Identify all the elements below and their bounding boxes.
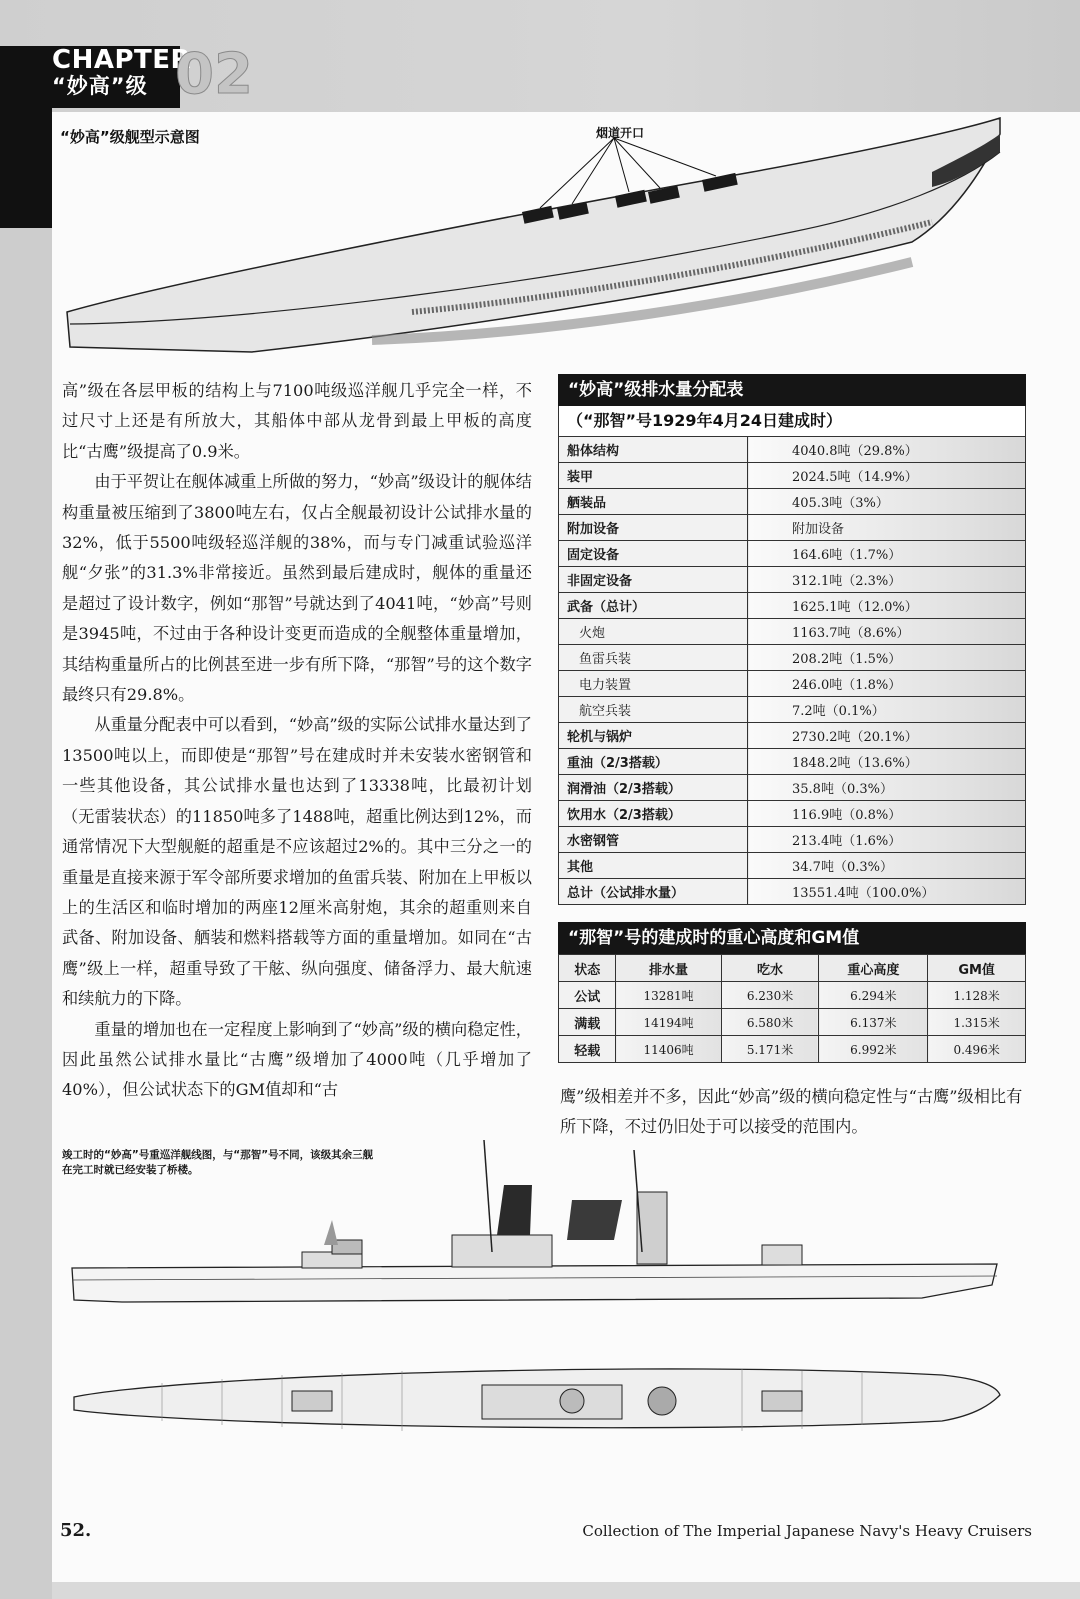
displacement-table-subtitle: （“那智”号1929年4月24日建成时） [558,406,1026,436]
row-value: 13551.4吨（100.0%） [748,879,1026,905]
row-item: 其他 [559,853,748,879]
row-item: 总计（公试排水量） [559,879,748,905]
table-row [559,723,1026,749]
table-row [559,1009,1026,1036]
table-row [559,671,1026,697]
chapter-heading [52,46,191,98]
ship-drawing-caption: 竣工时的“妙高”号重巡洋舰线图，与“那智”号不同，该级其余三舰在完工时就已经安装了桥楼。 [62,1149,374,1176]
table-cell: 6.230米 [721,982,819,1009]
left-margin-shade [0,228,52,1599]
row-header: 公试 [559,982,616,1009]
body-paragraph: 重量的增加也在一定程度上影响到了“妙高”级的横向稳定性，因此虽然公试排水量比“古鹰”级增加了4000吨（几乎增加了40%），但公试状态下的GM值却和“古 [62,1019,532,1100]
table-cell: 14194吨 [616,1009,721,1036]
displacement-table-grid [558,436,1026,905]
row-value: 2024.5吨（14.9%） [748,463,1026,489]
table-row [559,619,1026,645]
gm-table [558,922,1026,1063]
row-item: 重油（2/3搭载） [559,749,748,775]
table-cell: 6.992米 [819,1036,928,1063]
row-item: 非固定设备 [559,567,748,593]
row-value: 246.0吨（1.8%） [748,671,1026,697]
row-item: 舾装品 [559,489,748,515]
table-cell: 1.315米 [928,1009,1026,1036]
table-row [559,593,1026,619]
table-row [559,1036,1026,1063]
row-value: 1163.7吨（8.6%） [748,619,1026,645]
row-item: 附加设备 [559,515,748,541]
row-value: 1625.1吨（12.0%） [748,593,1026,619]
column-header: 吃水 [721,955,819,982]
chapter-tab [0,46,52,228]
row-item: 火炮 [559,619,748,645]
table-row [559,801,1026,827]
table-cell: 0.496米 [928,1036,1026,1063]
series-title: Collection of The Imperial Japanese Navy's Heavy Cruisers [582,1522,1032,1540]
row-item: 船体结构 [559,437,748,463]
column-header: 状态 [559,955,616,982]
row-item: 航空兵装 [559,697,748,723]
table-row [559,515,1026,541]
ship-profile-drawing [62,1140,1012,1340]
column-header: 排水量 [616,955,721,982]
table-row [559,489,1026,515]
row-value: 208.2吨（1.5%） [748,645,1026,671]
displacement-table [558,374,1026,905]
chapter-class-name: “妙高”级 [52,74,148,98]
table-row [559,463,1026,489]
displacement-table-title: “妙高”级排水量分配表 [558,374,1026,406]
row-value: 1848.2吨（13.6%） [748,749,1026,775]
gm-table-title: “那智”号的建成时的重心高度和GM值 [558,922,1026,954]
body-paragraph: 从重量分配表中可以看到，“妙高”级的实际公试排水量达到了13500吨以上，而即使是“那智”号在建成时并未安装水密钢管和一些其他设备，其公试排水量也达到了13338吨，比最初计划（无雷装状态）的11850吨多了1488吨，超重比例达到12%，而通常情况下大型舰艇的超重是不应该超过2%的。其中三分之一的重量是直接来源于军令部所要求增加的鱼雷兵装、附加在上甲板以上的生活区和临时增加的两座12厘米高射炮，其余的超重则来自武备、附加设备、舾装和燃料搭载等方面的重量增加。如同在“古鹰”级上一样，超重导致了干舷、纵向强度、储备浮力、最大航速和续航力的下降。 [62,715,532,1009]
ship-plan-drawing [62,1355,1012,1465]
row-item: 润滑油（2/3搭载） [559,775,748,801]
table-row [559,541,1026,567]
page-number: 52. [60,1520,92,1541]
table-row [559,853,1026,879]
row-value: 4040.8吨（29.8%） [748,437,1026,463]
table-row [559,697,1026,723]
table-cell: 5.171米 [721,1036,819,1063]
table-cell: 6.137米 [819,1009,928,1036]
table-row [559,645,1026,671]
row-value: 164.6吨（1.7%） [748,541,1026,567]
body-paragraph-continued: 鹰”级相差并不多，因此“妙高”级的横向稳定性与“古鹰”级相比有所下降，不过仍旧处于可以接受的范围内。 [560,1087,1023,1137]
table-cell: 1.128米 [928,982,1026,1009]
row-value: 116.9吨（0.8%） [748,801,1026,827]
table-cell: 6.294米 [819,982,928,1009]
table-row [559,827,1026,853]
table-cell: 11406吨 [616,1036,721,1063]
row-item: 装甲 [559,463,748,489]
row-value: 312.1吨（2.3%） [748,567,1026,593]
chapter-word: CHAPTER [52,45,192,75]
row-value: 35.8吨（0.3%） [748,775,1026,801]
row-value: 213.4吨（1.6%） [748,827,1026,853]
row-value: 2730.2吨（20.1%） [748,723,1026,749]
table-row [559,567,1026,593]
row-item: 武备（总计） [559,593,748,619]
table-row [559,749,1026,775]
column-header: GM值 [928,955,1026,982]
hull-cutaway-illustration [52,112,1012,362]
row-value: 附加设备 [748,515,1026,541]
row-item: 固定设备 [559,541,748,567]
row-value: 405.3吨（3%） [748,489,1026,515]
row-item: 饮用水（2/3搭载） [559,801,748,827]
row-value: 7.2吨（0.1%） [748,697,1026,723]
row-header: 满载 [559,1009,616,1036]
row-item: 电力装置 [559,671,748,697]
row-item: 鱼雷兵装 [559,645,748,671]
body-text-column [62,376,532,1106]
body-paragraph: 由于平贺让在舰体减重上所做的努力，“妙高”级设计的舰体结构重量被压缩到了3800吨左右，仅占全舰最初设计公试排水量的32%，低于5500吨级轻巡洋舰的38%，而与专门减重试验巡洋舰“夕张”的31.3%非常接近。虽然到最后建成时，舰体的重量还是超过了设计数字，例如“那智”号就达到了4041吨，“妙高”号则是3945吨，不过由于各种设计变更而造成的全舰整体重量增加，其结构重量所占的比例甚至进一步有所下降，“那智”号的这个数字最终只有29.8%。 [62,472,532,705]
gm-table-grid [558,954,1026,1063]
table-row [559,982,1026,1009]
row-item: 水密钢管 [559,827,748,853]
row-item: 轮机与锅炉 [559,723,748,749]
row-header: 轻载 [559,1036,616,1063]
table-cell: 6.580米 [721,1009,819,1036]
column-header: 重心高度 [819,955,928,982]
funnel-opening-label: 烟道开口 [596,126,645,140]
row-value: 34.7吨（0.3%） [748,853,1026,879]
table-row [559,437,1026,463]
table-row [559,879,1026,905]
body-paragraph: 高”级在各层甲板的结构上与7100吨级巡洋舰几乎完全一样，不过尺寸上还是有所放大，其船体中部从龙骨到最上甲板的高度比“古鹰”级提高了0.9米。 [62,381,532,461]
table-cell: 13281吨 [616,982,721,1009]
chapter-number: 02 [175,42,253,107]
table-row [559,775,1026,801]
hull-figure-title: “妙高”级舰型示意图 [60,128,200,146]
